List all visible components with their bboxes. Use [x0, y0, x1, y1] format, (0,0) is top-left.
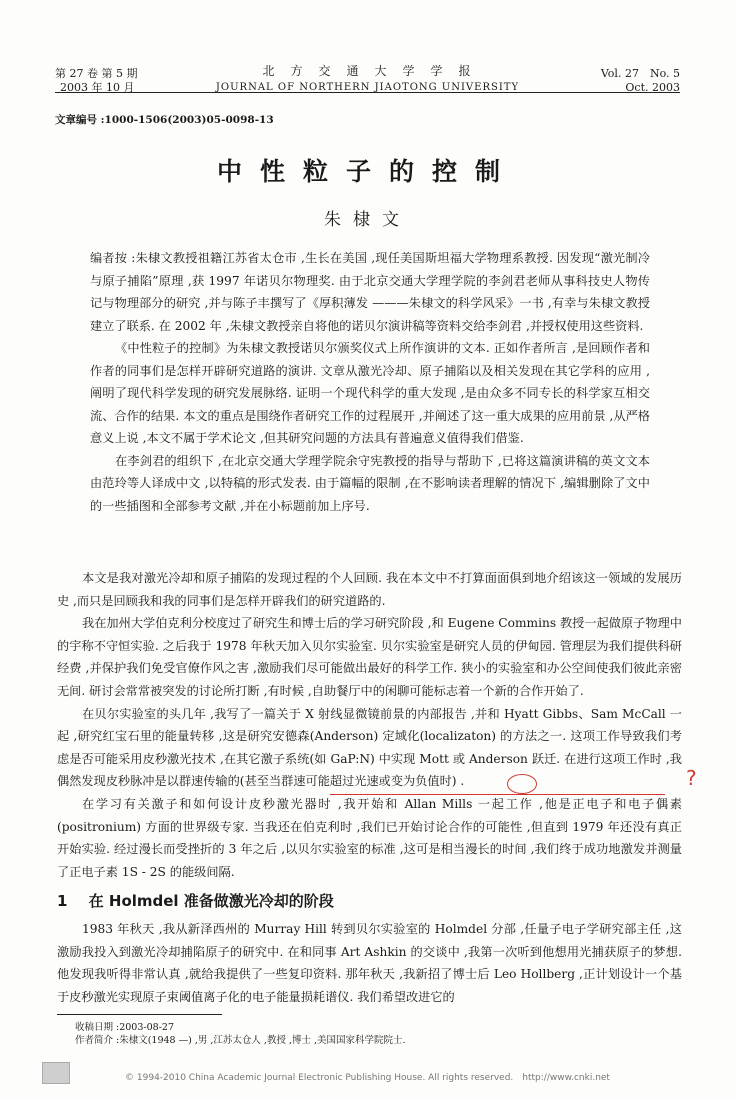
- section-heading: [57, 890, 334, 911]
- volume-info: 第 27 卷 第 5 期: [55, 67, 138, 80]
- handwritten-question-mark: ?: [686, 766, 697, 790]
- article-id: 文章编号 :1000-1506(2003)05-0098-13: [55, 114, 274, 126]
- body-para-3: 在贝尔实验室的头几年 ,我写了一篇关于 X 射线显微镜前景的内部报告 ,并和 Hyatt Gibbs、Sam McCall 一起 ,研究红宝石里的能量转移 ,这是研究安德森(Anderson) 定域化(localizaton) 的方法之一. 这项工作导致我们考虑是否可能采用皮秒激光技术 ,在其它激子系统(如 GaP:N) 中实现 Mott 或 Anderson 跃迁. 在进行这项工作时 ,我偶然发现皮秒脉冲是以群速传输的(甚至当群速可能超过光速或变为负值时) .: [57, 706, 682, 789]
- page-title: 中性粒子的控制: [216, 157, 518, 186]
- article-body: [57, 567, 682, 883]
- section-body: [57, 918, 682, 1008]
- footnote-author-bio: 作者简介 :朱棣文(1948 —) ,男 ,江苏太仓人 ,教授 ,博士 ,美国国家科学院院士.: [75, 1035, 406, 1046]
- volume-info-en: Vol. 27 No. 5: [600, 67, 680, 80]
- author-name: 朱棣文: [324, 210, 411, 230]
- editor-note-para-3: 在李剑君的组织下 ,在北京交通大学理学院余守宪教授的指导与帮助下 ,已将这篇演讲稿的英文文本由范玲等人译成中文 ,以特稿的形式发表. 由于篇幅的限制 ,在不影响读者理解的情况下 ,编辑删除了文中的一些插图和全部参考文献 ,并在小标题前加上序号.: [90, 453, 650, 513]
- date-info-en: Oct. 2003: [625, 81, 680, 94]
- footnote-received: 收稿日期 :2003-08-27: [75, 1022, 174, 1033]
- body-para-4: 在学习有关激子和如何设计皮秒激光器时 ,我开始和 Allan Mills 一起工作 ,他是正电子和电子偶素(positronium) 方面的世界级专家. 当我还在伯克利时 ,我们已开始讨论合作的可能性 ,但直到 1979 年还没有真正开始实验. 经过漫长而受挫折的 3 年之后 ,以贝尔实验室的标准 ,这可是相当漫长的时间 ,我们终于成功地激发并测量了正电子素 1S - 2S 的能级间隔.: [57, 796, 682, 879]
- body-para-1: 本文是我对激光冷却和原子捕陷的发现过程的个人回顾. 我在本文中不打算面面俱到地介绍该这一领域的发展历史 ,而只是回顾我和我的同事们是怎样开辟我们的研究道路的.: [57, 571, 682, 608]
- section-title: 在 Holmdel 准备做激光冷却的阶段: [88, 892, 334, 910]
- section-number: 1: [57, 892, 68, 910]
- date-info: 2003 年 10 月: [60, 81, 135, 94]
- handwritten-underline: [330, 794, 665, 795]
- footnote-rule: [57, 1014, 222, 1015]
- editor-note-para-2: 《中性粒子的控制》为朱棣文教授诺贝尔颁奖仪式上所作演讲的文本. 正如作者所言 ,是回顾作者和作者的同事们是怎样开辟研究道路的演讲. 文章从激光冷却、原子捕陷以及相关发现在其它学科的应用 ,阐明了现代科学发现的研究发展脉络. 证明一个现代科学的重大发现 ,是由众多不同专长的科学家互相交流、合作的结果. 本文的重点是围绕作者研究工作的过程展开 ,并阐述了这一重大成果的应用前景 ,从严格意义上说 ,本文不属于学术论文 ,但其研究问题的方法具有普遍意义值得我们借鉴.: [90, 341, 650, 445]
- handwritten-circle: [507, 774, 537, 794]
- journal-name-en: JOURNAL OF NORTHERN JIAOTONG UNIVERSITY: [215, 82, 520, 93]
- editor-note-para-1: 编者按 :朱棣文教授祖籍江苏省太仓市 ,生长在美国 ,现任美国斯坦福大学物理系教授. 因发现“激光制冷与原子捕陷”原理 ,获 1997 年诺贝尔物理奖. 由于北京交通大学理学院的李剑君老师从事科技史人物传记与物理部分的研究 ,并与陈子丰撰写了《厚积薄发 ———朱棣文的科学风采》一书 ,有幸与朱棣文教授建立了联系. 在 2002 年 ,朱棣文教授亲自将他的诺贝尔演讲稿等资料交给李剑君 ,并授权使用这些资料.: [90, 251, 650, 333]
- body-para-2: 我在加州大学伯克利分校度过了研究生和博士后的学习研究阶段 ,和 Eugene Commins 教授一起做原子物理中的宇称不守恒实验. 之后我于 1978 年秋天加入贝尔实验室. 贝尔实验室是研究人员的伊甸园. 管理层为我们提供科研经费 ,并保护我们免受官僚作风之害 ,激励我们尽可能做出最好的科学工作. 狭小的实验室和办公空间使我们彼此亲密无间. 研讨会常常被突发的讨论所打断 ,有时候 ,自助餐厅中的闲聊可能标志着一个新的合作开始了.: [57, 616, 682, 698]
- copyright-footer: © 1994-2010 China Academic Journal Electronic Publishing House. All rights reserved. http://www.cnki.net: [125, 1073, 610, 1083]
- journal-name-cn: 北 方 交 通 大 学 学 报: [262, 64, 473, 78]
- header-rule: [55, 92, 680, 93]
- section-para-1: 1983 年秋天 ,我从新泽西州的 Murray Hill 转到贝尔实验室的 Holmdel 分部 ,任量子电子学研究部主任 ,这激励我投入到激光冷却捕陷原子的研究中. 在和同事 Art Ashkin 的交谈中 ,我第一次听到他想用光捕获原子的梦想. 他发现我听得非常认真 ,就给我提供了一些复印资料. 那年秋天 ,我新招了博士后 Leo Hollberg ,正计划设计一个基于皮秒激光实现原子束阈值离子化的电子能量损耗谱仪. 我们希望改进它的: [57, 922, 682, 1004]
- editor-note: [90, 247, 650, 517]
